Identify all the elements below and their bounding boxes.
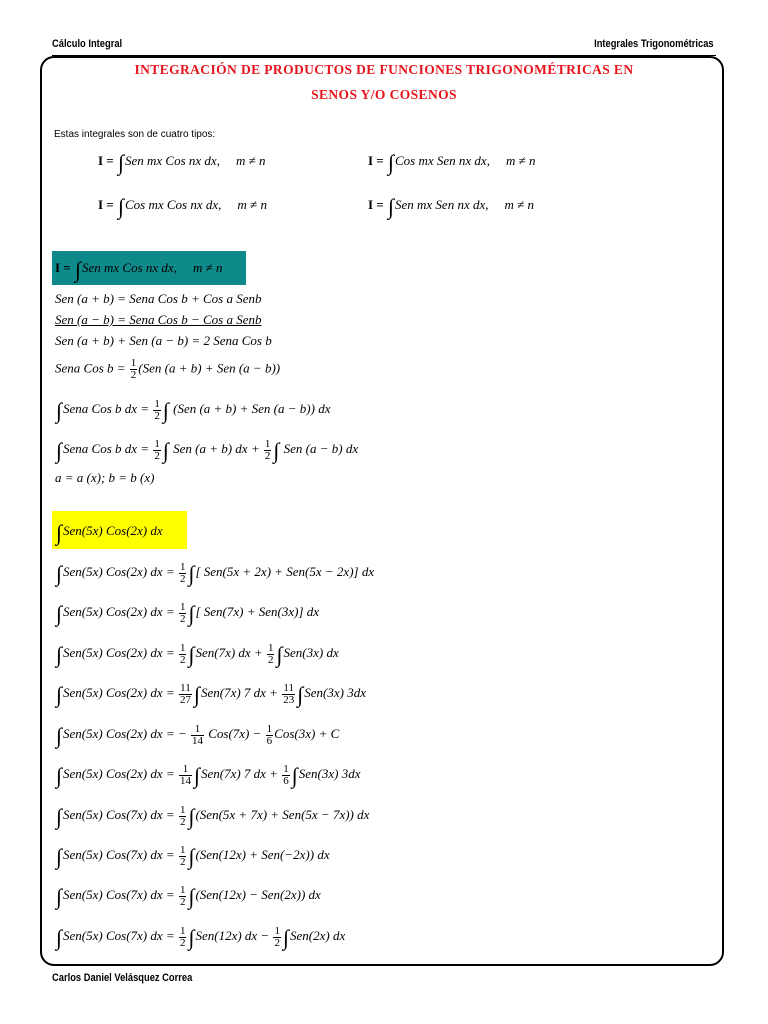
identity-product: Sena Cos b = $\frac{1}{2}$ (Sen (a + b) + Sen (a − b)): [55, 357, 281, 381]
page-title-line1: INTEGRACIÓN DE PRODUCTOS DE FUNCIONES TRIGONOMÉTRICAS EN: [134, 62, 634, 77]
example-step-8: ∫Sen(5x) Cos(7x) dx = $\frac{1}{2}$ ∫(Sen(12x) + Sen(−2x)) dx: [56, 843, 330, 869]
variable-definition: a = a (x); b = b (x): [55, 470, 155, 485]
integral-split: ∫Sena Cos b dx = $\frac{1}{2}$ ∫ Sen (a + b) dx + $\frac{1}{2}$ ∫ Sen (a − b) dx: [56, 437, 359, 463]
type-4-formula: I = ∫Sen mx Sen nx dx, m ≠ n: [368, 194, 535, 219]
example-step-4: ∫Sen(5x) Cos(2x) dx = $\frac{11}{27}$ ∫Sen(7x) 7 dx + $\frac{11}{23}$ ∫Sen(3x) 3dx: [56, 681, 366, 707]
type-3-formula: I = ∫Cos mx Cos nx dx, m ≠ n: [98, 194, 267, 219]
example-step-9: ∫Sen(5x) Cos(7x) dx = $\frac{1}{2}$ ∫(Sen(12x) − Sen(2x)) dx: [56, 883, 321, 909]
integral-product: ∫Sena Cos b dx = $\frac{1}{2}$ ∫ (Sen (a + b) + Sen (a − b)) dx: [56, 397, 331, 423]
header-topic: Integrales Trigonométricas: [594, 38, 714, 50]
example-step-10: ∫Sen(5x) Cos(7x) dx = $\frac{1}{2}$ ∫Sen(12x) dx − $\frac{1}{2}$ ∫Sen(2x) dx: [56, 924, 346, 950]
example-step-6: ∫Sen(5x) Cos(2x) dx = $\frac{1}{14}$ ∫Sen(7x) 7 dx + $\frac{1}{6}$ ∫Sen(3x) 3dx: [56, 762, 361, 788]
type-1-formula: I = ∫Sen mx Cos nx dx, m ≠ n: [98, 150, 266, 175]
identity-difference: Sen (a − b) = Sena Cos b − Cos a Senb: [55, 312, 262, 327]
example-step-3: ∫Sen(5x) Cos(2x) dx = $\frac{1}{2}$ ∫Sen(7x) dx + $\frac{1}{2}$ ∫Sen(3x) dx: [56, 641, 339, 667]
example-step-5: ∫Sen(5x) Cos(2x) dx = − $\frac{1}{14}$ Cos(7x) − $\frac{1}{6}$ Cos(3x) + C: [56, 722, 340, 748]
page-title-line2: SENOS Y/O COSENOS: [311, 87, 457, 102]
case1-title-formula: I = ∫Sen mx Cos nx dx, m ≠ n: [55, 257, 223, 282]
type-2-formula: I = ∫Cos mx Sen nx dx, m ≠ n: [368, 150, 536, 175]
intro-text: Estas integrales son de cuatro tipos:: [54, 129, 216, 140]
identity-added: Sen (a + b) + Sen (a − b) = 2 Sena Cos b: [55, 333, 272, 348]
header-course: Cálculo Integral: [52, 38, 123, 50]
author-footer: Carlos Daniel Velásquez Correa: [52, 972, 193, 984]
example-title-formula: ∫Sen(5x) Cos(2x) dx: [56, 520, 163, 545]
example-step-1: ∫Sen(5x) Cos(2x) dx = $\frac{1}{2}$ ∫[ Sen(5x + 2x) + Sen(5x − 2x)] dx: [56, 560, 375, 586]
identity-sum: Sen (a + b) = Sena Cos b + Cos a Senb: [55, 291, 262, 306]
example-step-7: ∫Sen(5x) Cos(7x) dx = $\frac{1}{2}$ ∫(Sen(5x + 7x) + Sen(5x − 7x)) dx: [56, 803, 370, 829]
example-step-2: ∫Sen(5x) Cos(2x) dx = $\frac{1}{2}$ ∫[ Sen(7x) + Sen(3x)] dx: [56, 600, 320, 626]
